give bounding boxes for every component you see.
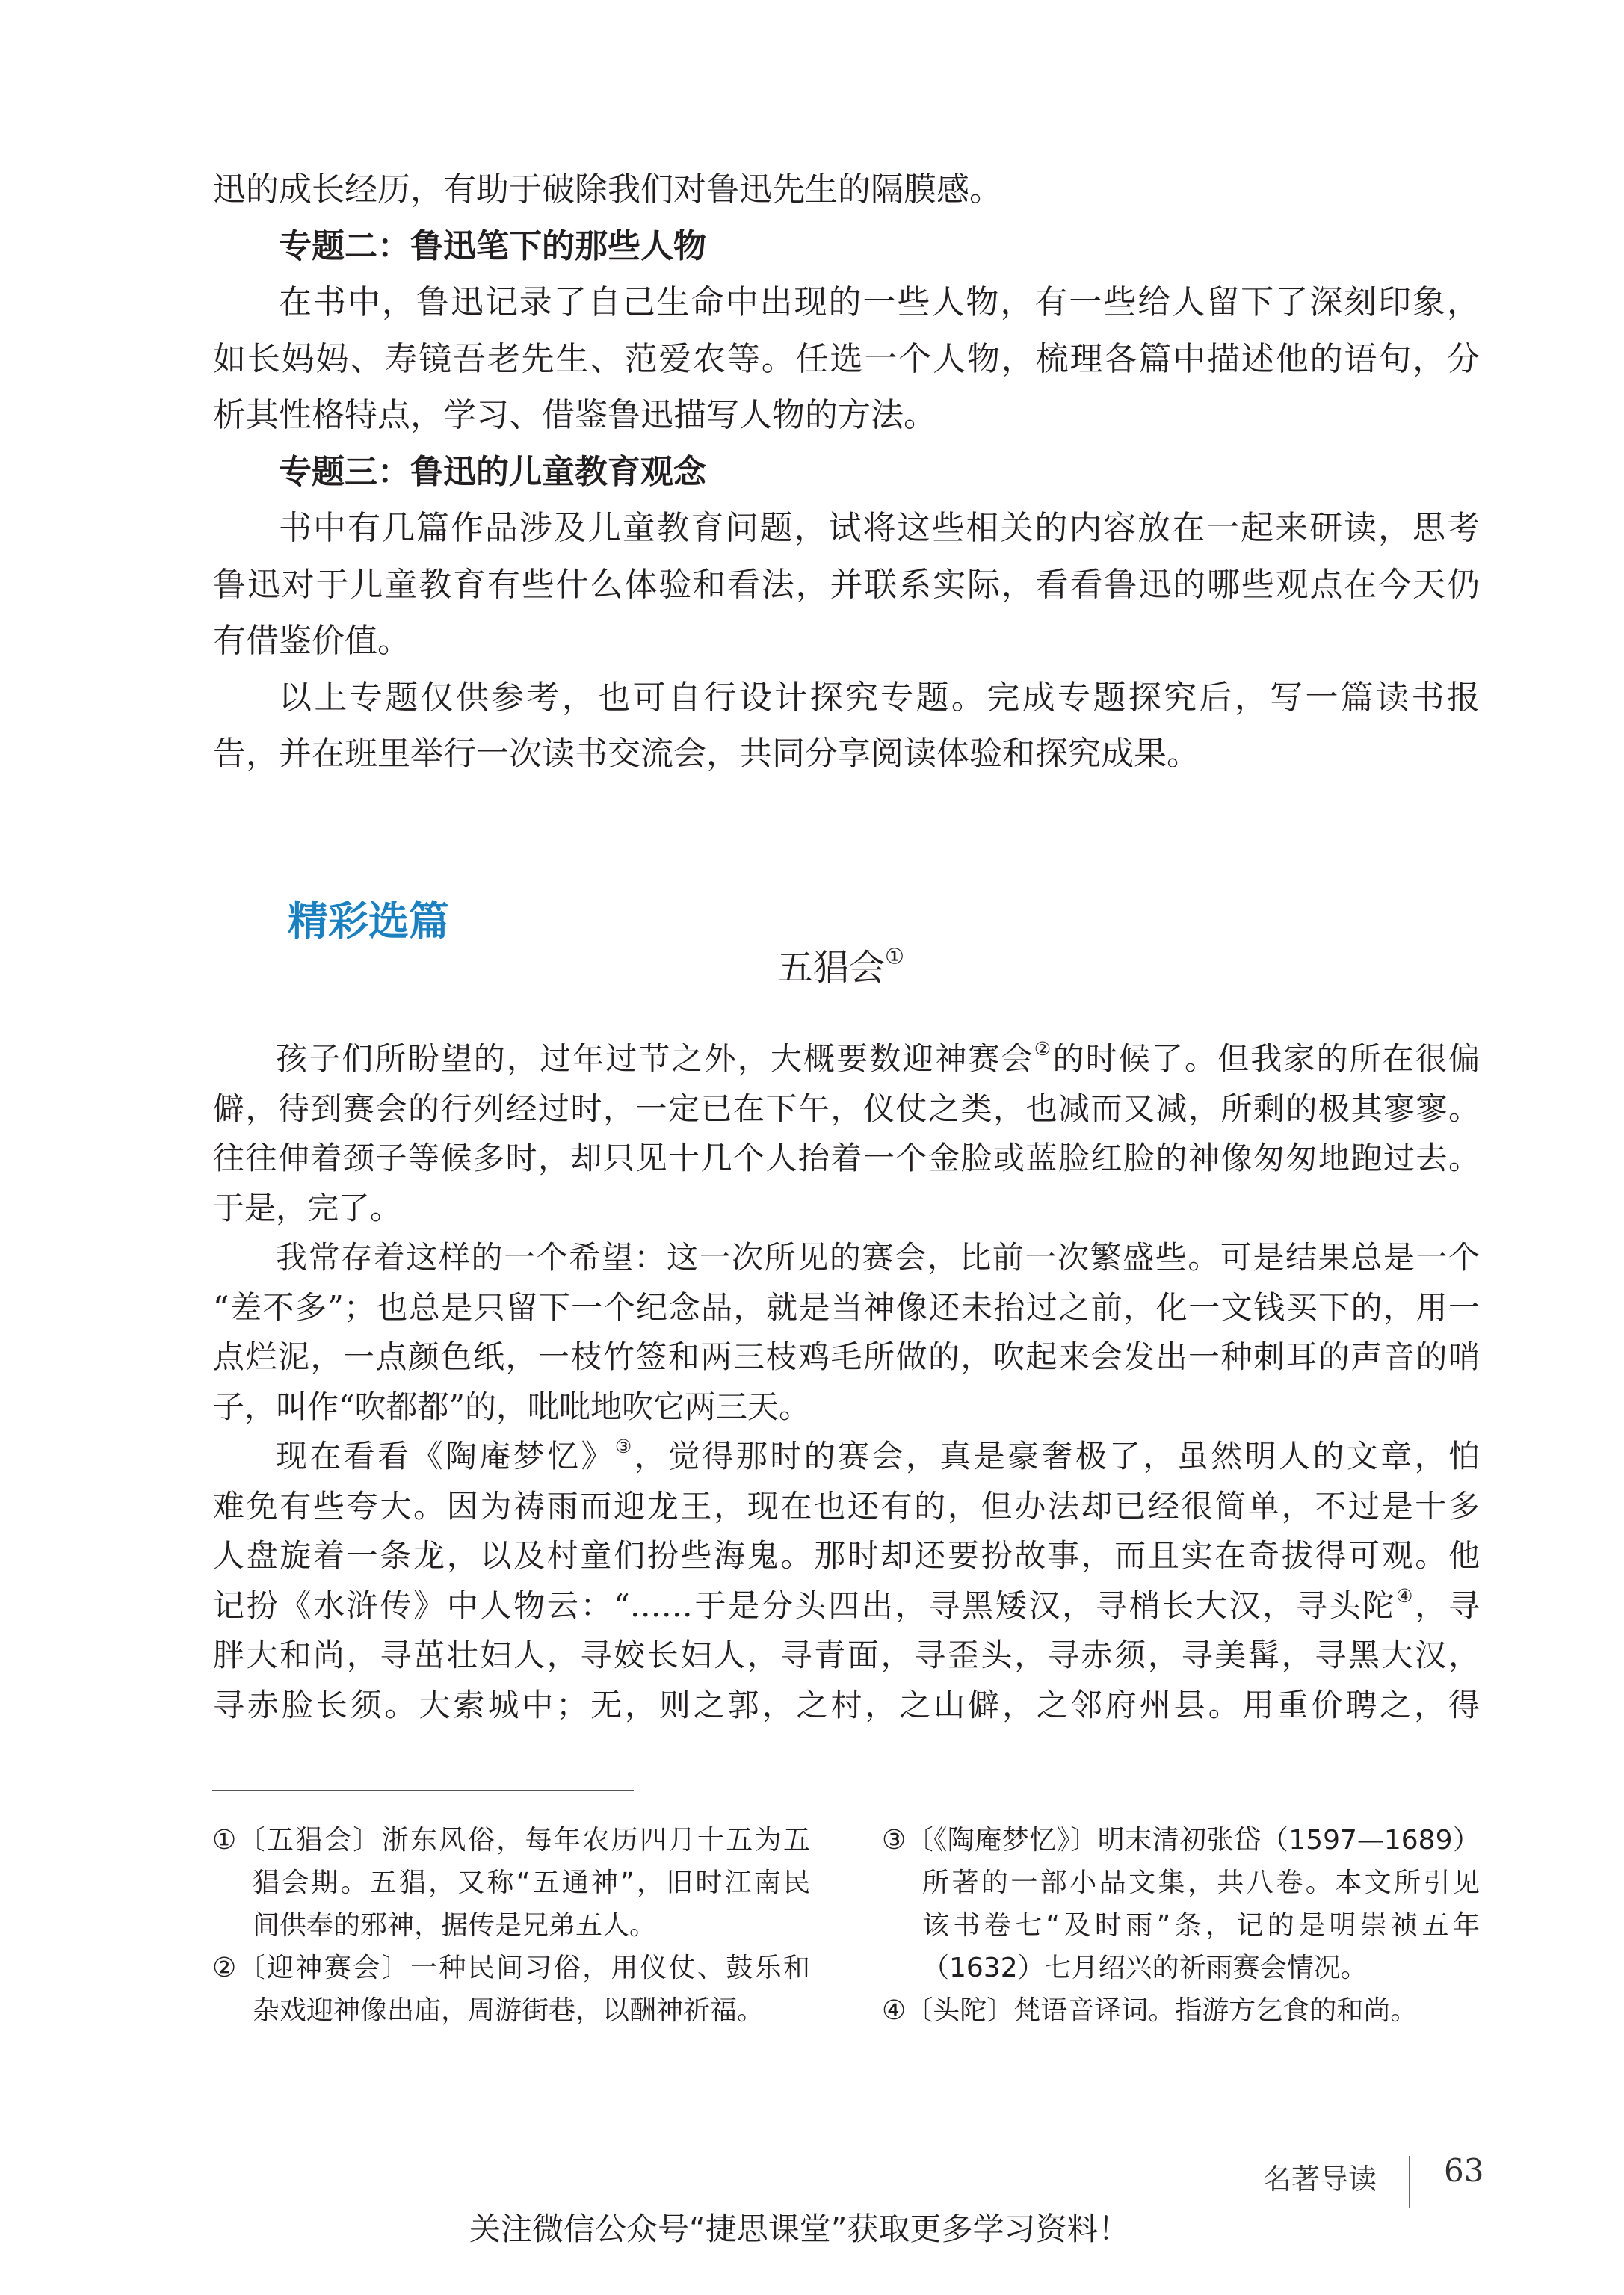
- footnote-line: 该书卷七“及时雨”条，记的是明崇祯五年: [922, 1910, 1480, 1941]
- footnotes-right-column: [882, 1819, 1480, 2032]
- essay-line: 胖大和尚，寻茁壮妇人，寻姣长妇人，寻青面，寻歪头，寻赤须，寻美髯，寻黑大汉，: [213, 1637, 1480, 1673]
- essay-line: 寻赤脸长须。大索城中；无，则之郭，之村，之山僻，之邻府州县。用重价聘之，得: [213, 1686, 1480, 1723]
- footnote-line: 杂戏迎神像出庙，周游街巷，以酬神祈福。: [253, 1995, 765, 2026]
- footnote-ref: ③: [614, 1436, 635, 1458]
- footnote-line: ③〔《陶庵梦忆》〕明末清初张岱（1597—1689）: [882, 1825, 1480, 1856]
- essay-body: [213, 1034, 1480, 1730]
- footnote-line: ②〔迎神赛会〕一种民间习俗，用仪仗、鼓乐和: [212, 1953, 810, 1983]
- essay-line: 子，叫作“吹都都”的，吡吡地吹它两三天。: [213, 1388, 810, 1425]
- footnote-line: 所著的一部小品文集，共八卷。本文所引见: [922, 1868, 1480, 1898]
- essay-line: 点烂泥，一点颜色纸，一枝竹签和两三枝鸡毛所做的，吹起来会发出一种刺耳的声音的哨: [213, 1338, 1480, 1375]
- watermark-notice: 关注微信公众号“捷思课堂”获取更多学习资料！: [469, 2211, 1130, 2247]
- footnote-line: 猖会期。五猖，又称“五通神”，旧时江南民: [253, 1868, 810, 1898]
- page-number: 63: [1444, 2152, 1484, 2189]
- essay-line: 于是，完了。: [213, 1189, 402, 1226]
- essay-title-footnote-ref: ①: [885, 943, 904, 969]
- essay-line: 现在看看《陶庵梦忆》③，觉得那时的赛会，真是豪奢极了，虽然明人的文章，怕: [276, 1436, 1480, 1474]
- text-line: 迅的成长经历，有助于破除我们对鲁迅先生的隔膜感。: [213, 170, 1002, 209]
- topic-heading: 专题二：鲁迅笔下的那些人物: [279, 226, 706, 265]
- footnote-divider: [212, 1790, 634, 1791]
- essay-title: [777, 939, 904, 990]
- footnote-line: ④〔头陀〕梵语音译词。指游方乞食的和尚。: [882, 1995, 1418, 2026]
- text-line: 告，并在班里举行一次读书交流会，共同分享阅读体验和探究成果。: [213, 735, 1200, 773]
- topic-heading: 专题三：鲁迅的儿童教育观念: [279, 452, 706, 491]
- essay-line: 人盘旋着一条龙，以及村童们扮些海鬼。那时却还要扮故事，而且实在奇拔得可观。他: [213, 1537, 1480, 1574]
- running-head: 名著导读: [1263, 2163, 1377, 2196]
- footnote-line: ①〔五猖会〕浙东风俗，每年农历四月十五为五: [212, 1825, 810, 1856]
- text-line: 析其性格特点，学习、借鉴鲁迅描写人物的方法。: [213, 396, 936, 434]
- running-head-divider: [1409, 2156, 1410, 2208]
- footnote-line: （1632）七月绍兴的祈雨赛会情况。: [922, 1953, 1368, 1983]
- essay-title-text: 五猖会: [777, 947, 886, 989]
- text-line: 如长妈妈、寿镜吾老先生、范爱农等。任选一个人物，梳理各篇中描述他的语句，分: [213, 339, 1480, 378]
- text-line: 以上专题仅供参考，也可自行设计探究专题。完成专题探究后，写一篇读书报: [279, 678, 1480, 717]
- essay-line: 记扮《水浒传》中人物云：“……于是分头四出，寻黑矮汉，寻梢长大汉，寻头陀④，寻: [213, 1584, 1480, 1624]
- text-line: 在书中，鲁迅记录了自己生命中出现的一些人物，有一些给人留下了深刻印象，: [279, 283, 1480, 321]
- footnote-ref: ②: [1034, 1038, 1053, 1060]
- text-line: 鲁迅对于儿童教育有些什么体验和看法，并联系实际，看看鲁迅的哪些观点在今天仍: [213, 565, 1480, 604]
- intro-section: [213, 161, 1480, 782]
- footnote-line: 间供奉的邪神，据传是兄弟五人。: [253, 1910, 657, 1941]
- essay-line: 我常存着这样的一个希望：这一次所见的赛会，比前一次繁盛些。可是结果总是一个: [276, 1239, 1480, 1276]
- footnote-ref: ④: [1396, 1584, 1415, 1607]
- text-line: 书中有几篇作品涉及儿童教育问题，试将这些相关的内容放在一起来研读，思考: [279, 509, 1480, 547]
- essay-line: 孩子们所盼望的，过年过节之外，大概要数迎神赛会②的时候了。但我家的所在很偏: [276, 1038, 1480, 1077]
- essay-line: “差不多”；也总是只留下一个纪念品，就是当神像还未抬过之前，化一文钱买下的，用一: [213, 1288, 1480, 1326]
- section-heading: 精彩选篇: [288, 898, 449, 945]
- text-line: 有借鉴价值。: [213, 622, 410, 660]
- essay-line: 往往伸着颈子等候多时，却只见十几个人抬着一个金脸或蓝脸红脸的神像匆匆地跑过去。: [213, 1140, 1480, 1176]
- essay-line: 难免有些夸大。因为祷雨而迎龙王，现在也还有的，但办法却已经很简单，不过是十多: [213, 1487, 1480, 1525]
- footnotes-left-column: [212, 1819, 810, 2032]
- essay-line: 僻，待到赛会的行列经过时，一定已在下午，仪仗之类，也减而又减，所剩的极其寥寥。: [213, 1090, 1480, 1127]
